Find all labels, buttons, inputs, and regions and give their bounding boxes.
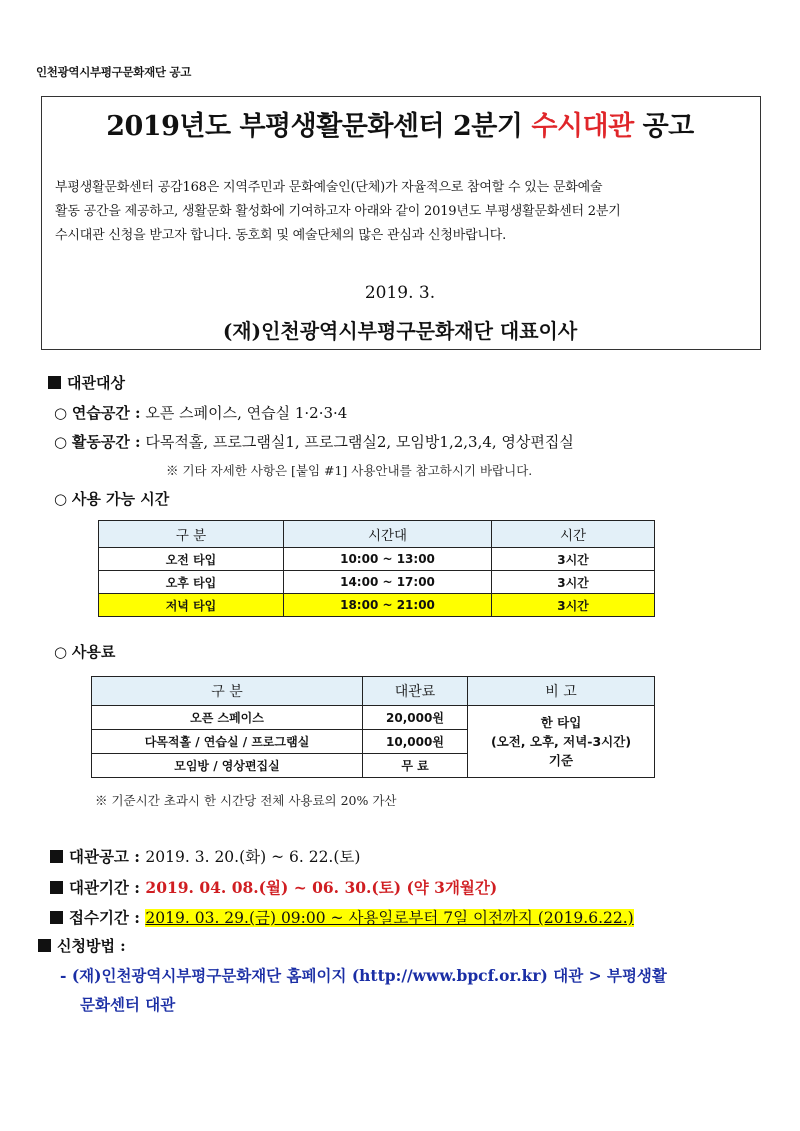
square-bullet-icon xyxy=(38,939,51,952)
notice-title: 2019년도 부평생활문화센터 2분기 수시대관 공고 xyxy=(106,111,694,142)
fee-remark: 한 타입 (오전, 오후, 저녁-3시간) 기준 xyxy=(468,706,655,778)
hours-table xyxy=(98,520,655,617)
table-header: 시간 xyxy=(492,521,655,548)
method-heading: 신청방법 : xyxy=(38,935,126,956)
table-row: 다목적홀 / 연습실 / 프로그램실 10,000원 xyxy=(92,730,655,754)
square-bullet-icon xyxy=(50,881,63,894)
table-row-highlighted: 저녁 타입 18:00 ~ 21:00 3시간 xyxy=(99,594,655,617)
notice-date: 2019. 3. xyxy=(364,283,436,303)
org-header: 인천광역시부평구문화재단 공고 xyxy=(36,65,192,79)
method-line: - (재)인천광역시부평구문화재단 홈페이지 (http://www.bpcf.or.kr) 대관 > 부평생활 xyxy=(60,966,667,985)
square-bullet-icon xyxy=(50,850,63,863)
table-header: 구 분 xyxy=(92,677,363,706)
activity-space: ○ 활동공간 : 다목적홀, 프로그램실1, 프로그램실2, 모임방1,2,3,4, 영상편집실 xyxy=(54,433,574,451)
table-row: 오전 타입 10:00 ~ 13:00 3시간 xyxy=(99,548,655,571)
square-bullet-icon xyxy=(50,911,63,924)
table-header: 비 고 xyxy=(468,677,655,706)
table-header: 구 분 xyxy=(99,521,284,548)
title-highlight: 수시대관 xyxy=(531,111,634,142)
fee-table xyxy=(91,676,655,778)
square-bullet-icon xyxy=(48,376,61,389)
notice-signer: (재)인천광역시부평구문화재단 대표이사 xyxy=(222,319,578,343)
practice-space: ○ 연습공간 : 오픈 스페이스, 연습실 1·2·3·4 xyxy=(54,404,348,422)
table-row: 오후 타입 14:00 ~ 17:00 3시간 xyxy=(99,571,655,594)
table-row: 모임방 / 영상편집실 무 료 xyxy=(92,754,655,778)
rental-period: 대관기간 : 2019. 04. 08.(월) ~ 06. 30.(토) (약 3개월간) xyxy=(50,876,497,898)
fee-heading: ○ 사용료 xyxy=(54,643,116,661)
table-header: 대관료 xyxy=(363,677,468,706)
notice-intro: 부평생활문화센터 공감168은 지역주민과 문화예술인(단체)가 자율적으로 참여할 수 있는 문화예술 활동 공간을 제공하고, 생활문화 활성화에 기여하고자 아래와 같이 2019년도 부평생활문화센터 2분기 수시대관 신청을 받고자 합니다. 동호회 및 예술단체의 많은 관심과 신청바랍니다. xyxy=(55,180,621,243)
table-header: 시간대 xyxy=(284,521,492,548)
receipt-period: 접수기간 : 2019. 03. 29.(금) 09:00 ~ 사용일로부터 7일 이전까지 (2019.6.22.) xyxy=(50,906,634,928)
fee-note: ※ 기준시간 초과시 한 시간당 전체 사용료의 20% 가산 xyxy=(95,793,397,808)
section-target: 대관대상 xyxy=(48,372,125,393)
method-line-cont: 문화센터 대관 xyxy=(80,995,176,1014)
target-note: ※ 기타 자세한 사항은 [붙임 #1] 사용안내를 참고하시기 바랍니다. xyxy=(166,463,533,478)
table-row: 오픈 스페이스 20,000원 한 타입 (오전, 오후, 저녁-3시간) 기준 xyxy=(92,706,655,730)
announce-period: 대관공고 : 2019. 3. 20.(화) ~ 6. 22.(토) xyxy=(50,845,360,867)
hours-heading: ○ 사용 가능 시간 xyxy=(54,490,170,508)
